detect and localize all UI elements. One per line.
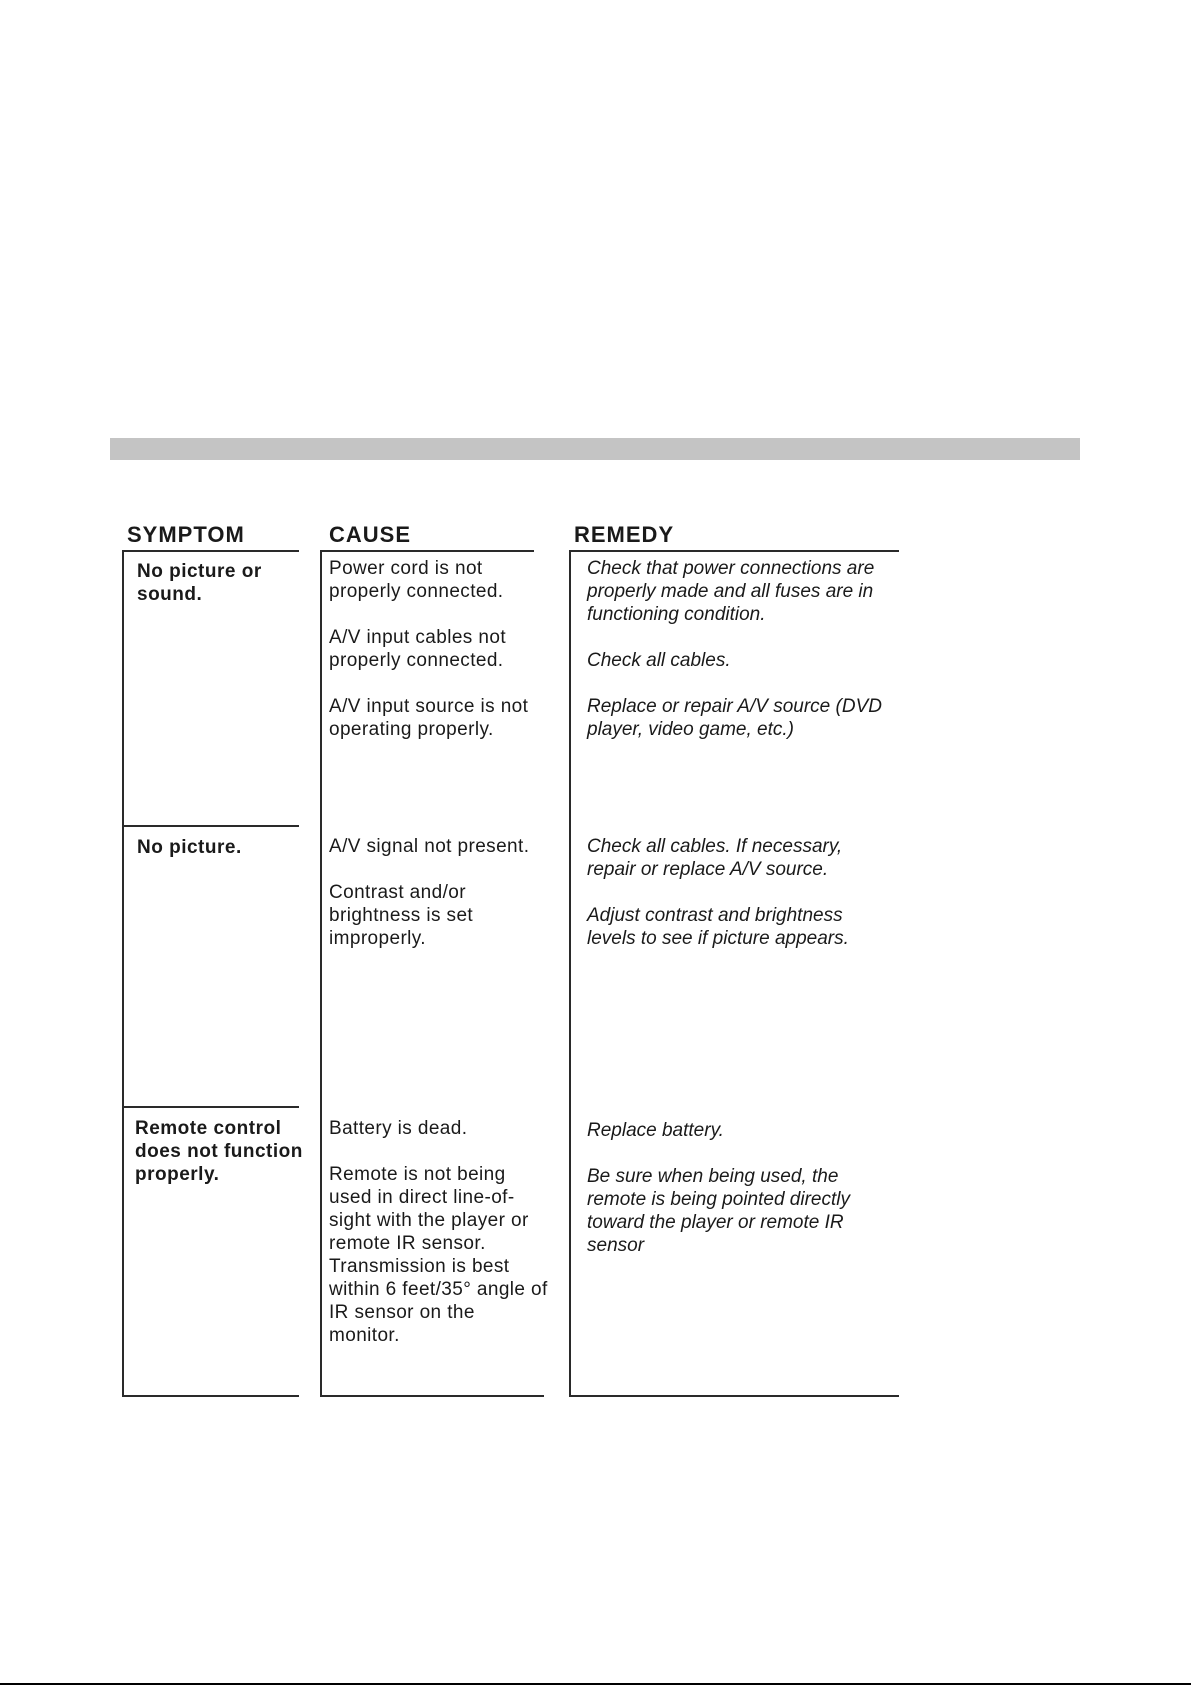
- cause-cell: [329, 557, 539, 764]
- cause-left-border: [320, 550, 322, 1396]
- cause-item: A/V input cables not properly connected.: [329, 627, 506, 671]
- remedy-item: Check all cables. If necessary, repair or replace A/V source.: [587, 836, 843, 880]
- cause-bottom-border: [320, 1395, 544, 1397]
- remedy-item: Check all cables.: [587, 650, 731, 671]
- remedy-cell: [587, 1119, 887, 1280]
- cause-item: Remote is not being used in direct line-of-sight with the player or remote IR sensor. Transmission is best within 6 feet/35° angle of IR sensor on the monitor.: [329, 1164, 548, 1346]
- remedy-item: Adjust contrast and brightness levels to see if picture appears.: [587, 905, 849, 949]
- symptom-column-header: SYMPTOM: [127, 522, 245, 547]
- cause-item: Power cord is not properly connected.: [329, 558, 504, 602]
- cause-item: Battery is dead.: [329, 1118, 468, 1139]
- remedy-item: Be sure when being used, the remote is being pointed directly toward the player or remote IR sensor: [587, 1166, 850, 1256]
- remedy-cell: [587, 835, 887, 973]
- symptom-row-divider-2: [122, 1106, 299, 1108]
- section-header-bar: [110, 438, 1080, 460]
- cause-item: A/V input source is not operating properly.: [329, 696, 529, 740]
- remedy-item: Replace or repair A/V source (DVD player, video game, etc.): [587, 696, 882, 740]
- symptom-left-border: [122, 550, 124, 1396]
- remedy-column-header: REMEDY: [574, 522, 675, 547]
- cause-column-header: CAUSE: [329, 522, 412, 547]
- cause-cell: [329, 1117, 549, 1370]
- symptom-bottom-border: [122, 1395, 299, 1397]
- cause-cell: [329, 835, 559, 973]
- symptom-top-border: [122, 550, 299, 552]
- symptom-cell: No picture or sound.: [137, 561, 262, 605]
- symptom-cell: No picture.: [137, 837, 242, 858]
- cause-item: A/V signal not present.: [329, 836, 530, 857]
- remedy-top-border: [569, 550, 899, 552]
- symptom-cell: Remote control does not function properly.: [135, 1118, 303, 1185]
- cause-top-border: [320, 550, 534, 552]
- remedy-left-border: [569, 550, 571, 1396]
- remedy-cell: [587, 557, 887, 764]
- cause-item: Contrast and/or brightness is set improperly.: [329, 882, 474, 949]
- remedy-bottom-border: [569, 1395, 899, 1397]
- remedy-item: Check that power connections are properly made and all fuses are in functioning condition.: [587, 558, 875, 625]
- remedy-item: Replace battery.: [587, 1120, 724, 1141]
- symptom-row-divider-1: [122, 825, 299, 827]
